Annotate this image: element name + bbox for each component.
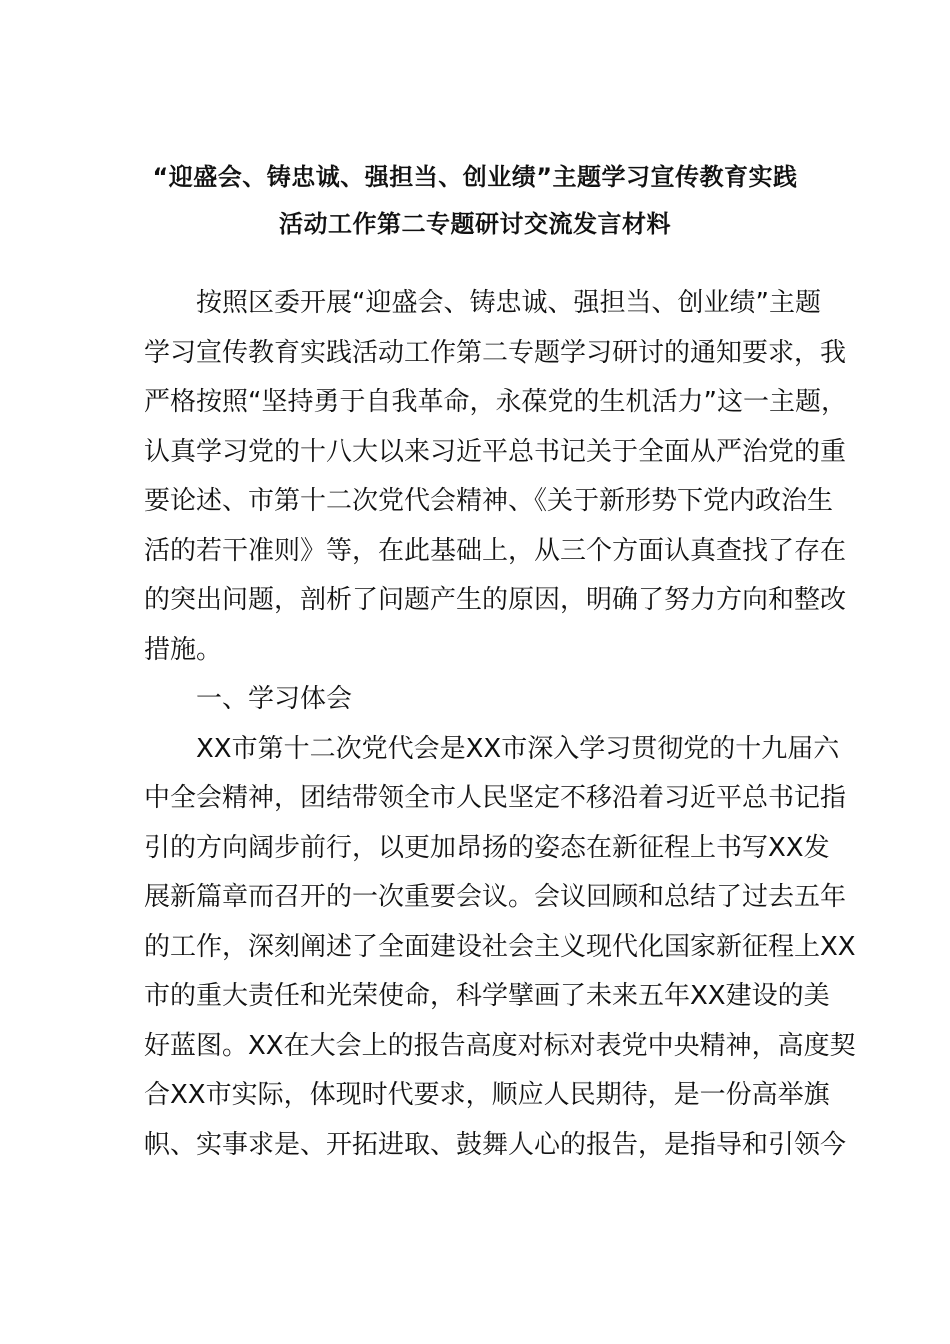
paragraph-line: 学习宣传教育实践活动工作第二专题学习研讨的通知要求，我 — [144, 337, 847, 368]
paragraph-line: 展新篇章而召开的一次重要会议。会议回顾和总结了过去五年 — [144, 882, 847, 912]
paragraph-line: 好蓝图。XX在大会上的报告高度对标对表党中央精神，高度契 — [144, 1030, 856, 1061]
title-line: 活动工作第二专题研讨交流发言材料 — [279, 210, 671, 238]
paragraph-line: 帜、实事求是、开拓进取、鼓舞人心的报告，是指导和引领今 — [144, 1129, 847, 1160]
paragraph-line: 中全会精神，团结带领全市人民坚定不移沿着习近平总书记指 — [144, 783, 847, 813]
title-line: “迎盛会、铸忠诚、强担当、创业绩”主题学习宣传教育实践 — [152, 163, 798, 191]
paragraph-line: 市的重大责任和光荣使命，科学擘画了未来五年XX建设的美 — [144, 981, 830, 1011]
document-title — [100, 154, 850, 248]
paragraph-line: 引的方向阔步前行，以更加昂扬的姿态在新征程上书写XX发 — [144, 832, 830, 863]
paragraph-line: 按照区委开展“迎盛会、铸忠诚、强担当、创业绩”主题 — [196, 288, 821, 318]
paragraph-line: 认真学习党的十八大以来习近平总书记关于全面从严治党的重 — [144, 436, 847, 467]
paragraph-line: 活的若干准则》等，在此基础上，从三个方面认真查找了存在 — [144, 535, 847, 566]
paragraph-line: 措施。 — [144, 634, 223, 665]
section-heading: 一、学习体会 — [196, 684, 353, 714]
paragraph-line: 的工作，深刻阐述了全面建设社会主义现代化国家新征程上XX — [144, 931, 856, 962]
document-body — [144, 279, 856, 1170]
paragraph-line: XX市第十二次党代会是XX市深入学习贯彻党的十九届六 — [196, 733, 840, 764]
paragraph-line: 合XX市实际，体现时代要求，顺应人民期待，是一份高举旗 — [144, 1080, 830, 1110]
paragraph-line: 严格按照“坚持勇于自我革命，永葆党的生机活力”这一主题， — [144, 387, 847, 417]
paragraph-line: 要论述、市第十二次党代会精神、《关于新形势下党内政治生 — [144, 486, 834, 516]
paragraph-line: 的突出问题，剖析了问题产生的原因，明确了努力方向和整改 — [144, 585, 847, 615]
